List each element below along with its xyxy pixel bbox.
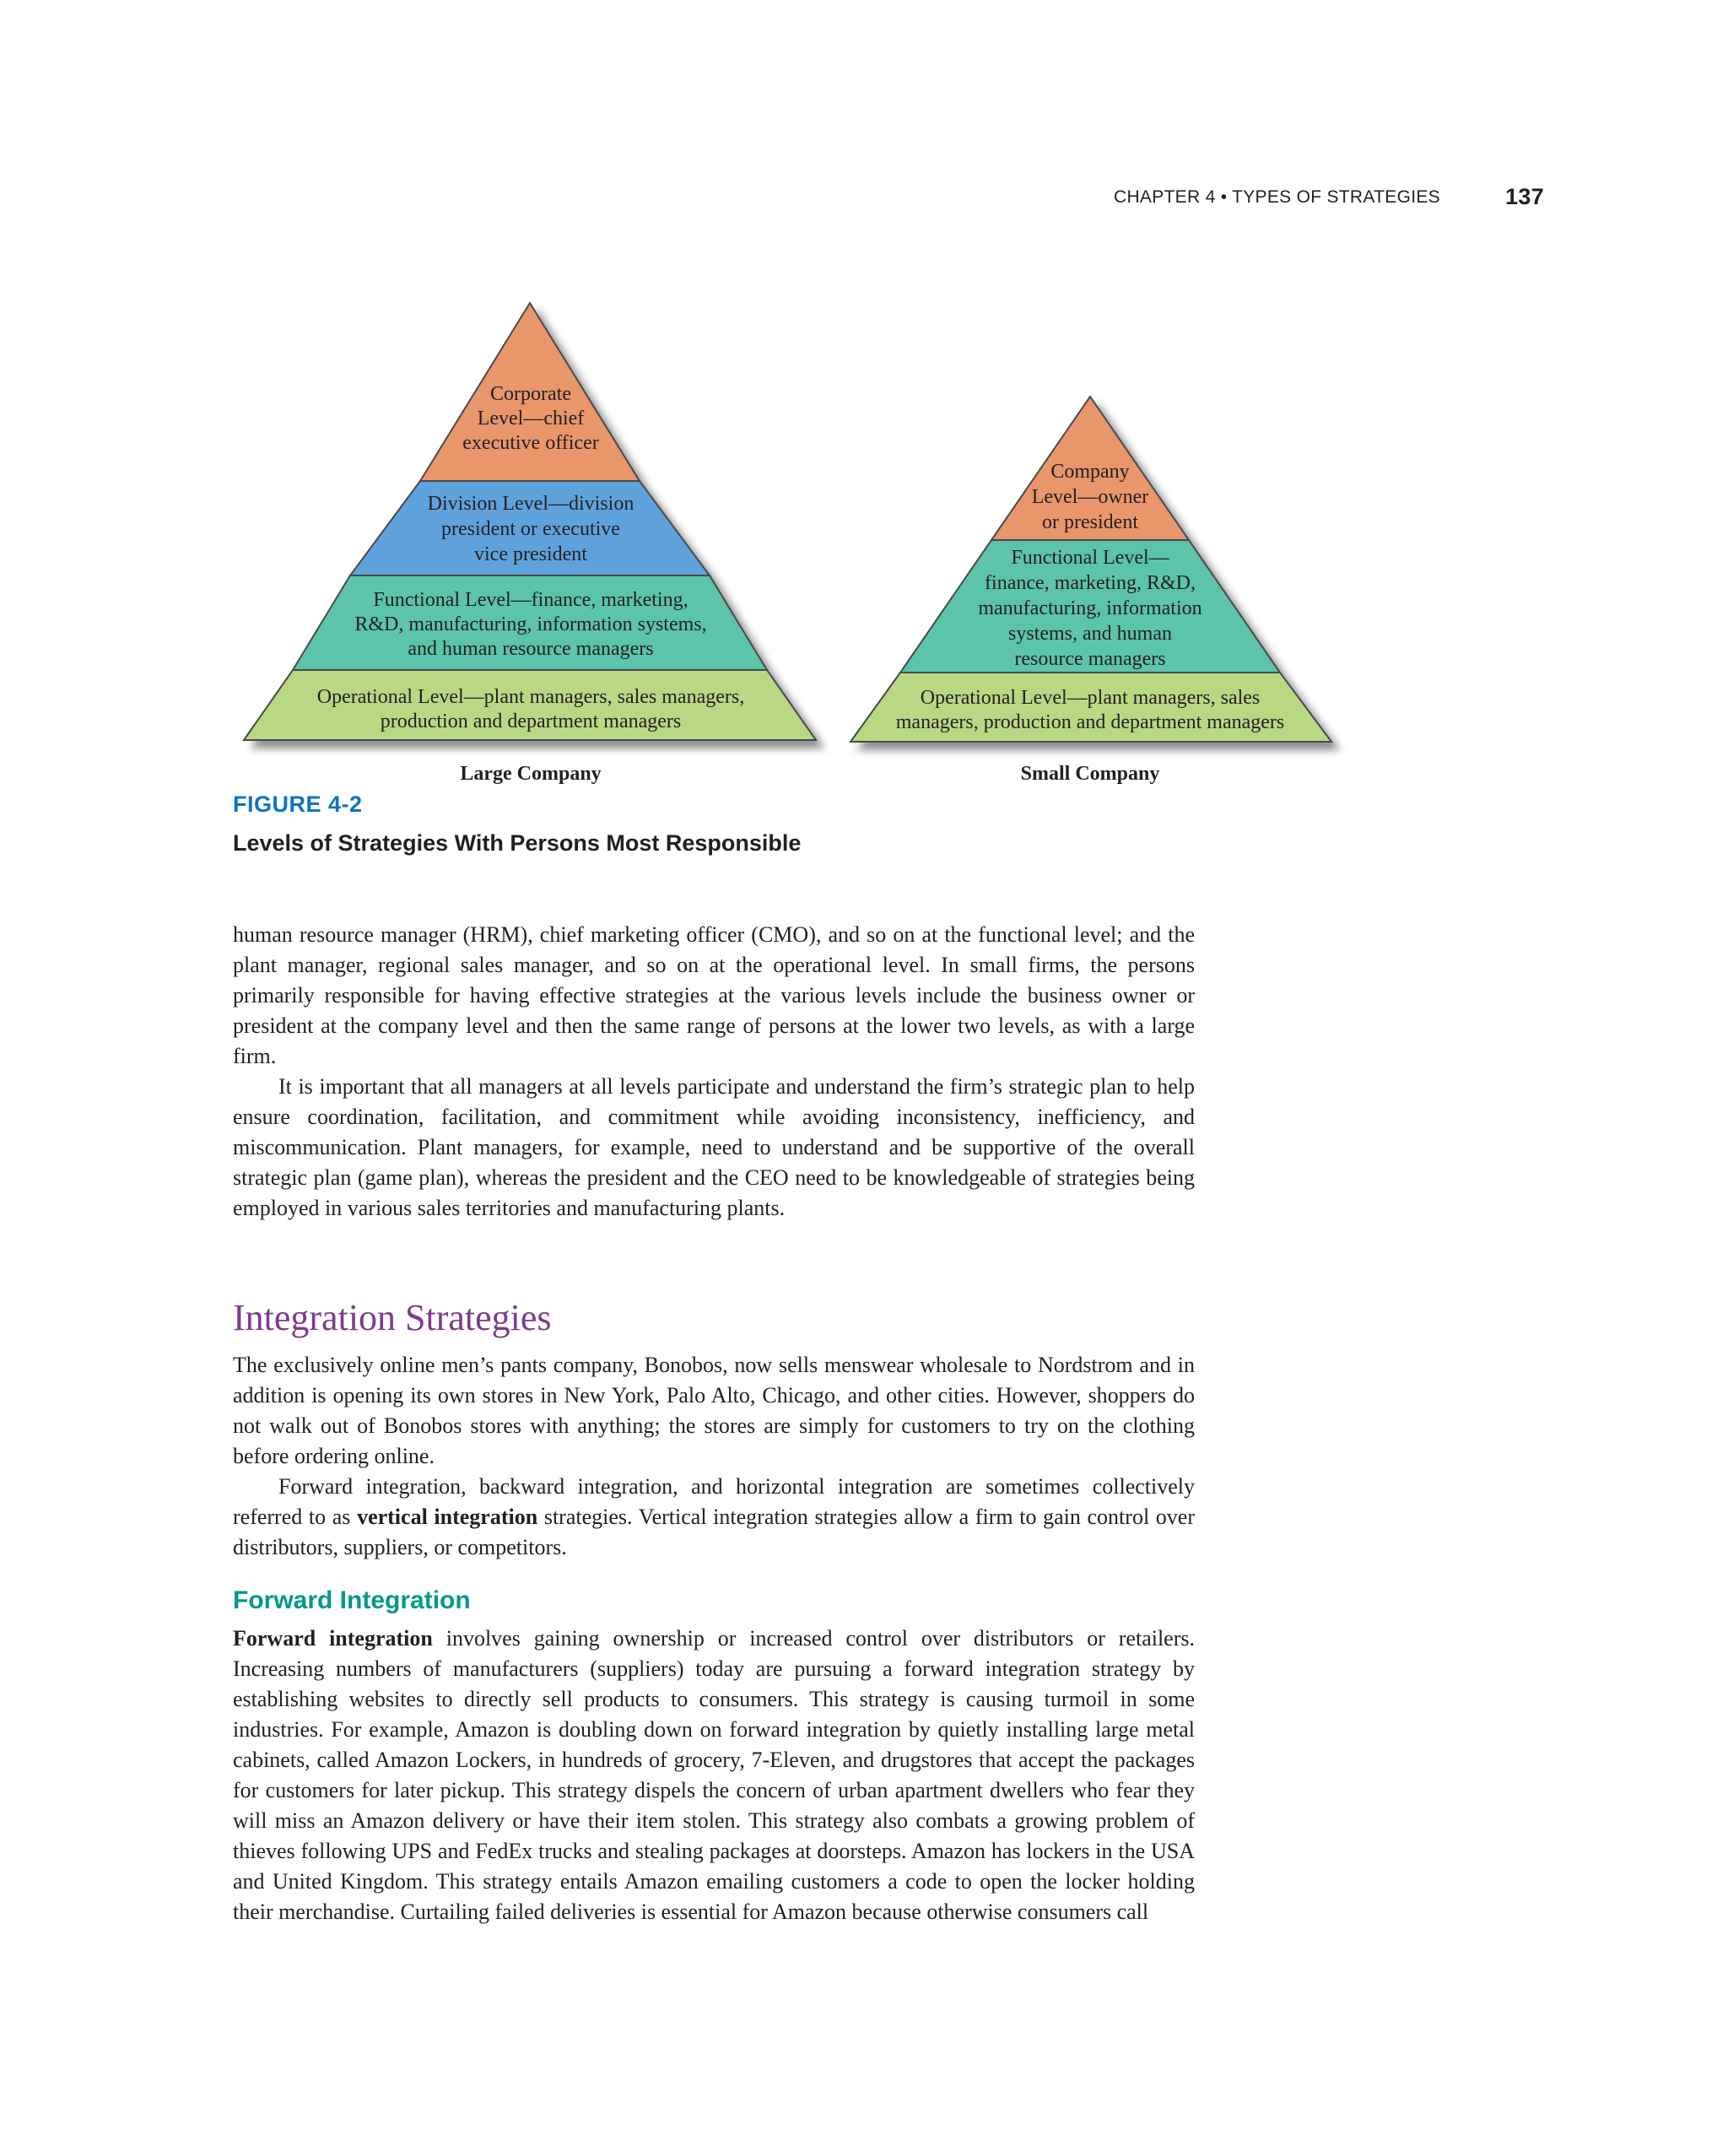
paragraph: human resource manager (HRM), chief marketing officer (CMO), and so on at the functional level; and the plant manager, regional sales manager, and so on at the operational level. In small firms, the persons primarily responsible for having effective strategies at the various levels include the business owner or president at the company level and then the same range of persons at the lower two levels, as with a large firm. bbox=[233, 922, 1195, 1068]
paragraph-text: involves gaining ownership or increased control over distributors or retailers. Increasing numbers of manufacturers (suppliers) today are pursuing a forward integration strategy by establishing websites to directly sell products to consumers. This strategy is causing turmoil in some industries. For example, Amazon is doubling down on forward integration by quietly installing large metal cabinets, called Amazon Lockers, in hundreds of grocery, 7-Eleven, and drugstores that accept the packages for customers for later pickup. This strategy dispels the concern of urban apartment dwellers who fear they will miss an Amazon delivery or have their item stolen. This strategy also combats a growing problem of thieves following UPS and FedEx trucks and stealing packages at doorsteps. Amazon has lockers in the USA and United Kingdom. This strategy entails Amazon emailing customers a code to open the locker holding their merchandise. Curtailing failed deliveries is essential for Amazon because otherwise consumers call bbox=[233, 1626, 1195, 1924]
large-functional-level-text: Functional Level—finance, marketing, R&D, manufacturing, information systems, and human resource managers bbox=[354, 589, 707, 660]
levels-of-strategies-figure bbox=[0, 0, 1728, 810]
small-operational-level-text: Operational Level—plant managers, sales managers, production and department managers bbox=[895, 687, 1285, 733]
section-heading: Integration Strategies bbox=[233, 1297, 552, 1338]
figure-caption: Levels of Strategies With Persons Most Responsible bbox=[233, 830, 802, 856]
section-body bbox=[233, 1350, 1195, 1563]
paragraph-text: strategies. Vertical integration strategies allow a firm to gain control over distributors, suppliers, or competitors. bbox=[233, 1505, 1196, 1559]
running-head-text: CHAPTER 4 • TYPES OF STRATEGIES bbox=[1114, 187, 1440, 207]
subsection-heading: Forward Integration bbox=[233, 1586, 471, 1614]
small-company-level-text: Company Level—owner or president bbox=[1031, 461, 1149, 533]
large-operational-level-text: Operational Level—plant managers, sales managers, production and department managers bbox=[316, 686, 745, 732]
small-company-label: Small Company bbox=[1020, 763, 1160, 785]
paragraph: It is important that all managers at all levels participate and understand the firm’s strategic plan to help ensure coordination, facilitation, and commitment while avoiding inconsistency, inefficiency, and miscommunication. Plant managers, for example, need to understand and be supportive of the overall strategic plan (game plan), whereas the president and the CEO need to be knowledgeable of strategies being employed in various sales territories and manufacturing plants. bbox=[233, 1074, 1195, 1220]
figure-number: FIGURE 4-2 bbox=[233, 792, 363, 817]
large-division-level-text: Division Level—division president or executive vice president bbox=[427, 493, 634, 565]
large-company-label: Large Company bbox=[460, 763, 602, 785]
key-term: Forward integration bbox=[233, 1626, 433, 1651]
body-text-top bbox=[233, 920, 1195, 1224]
page-number: 137 bbox=[1505, 184, 1544, 209]
paragraph bbox=[233, 1624, 1195, 1927]
key-term: vertical integration bbox=[357, 1505, 538, 1529]
large-corporate-level-text: Corporate Level—chief executive officer bbox=[462, 383, 599, 454]
paragraph: The exclusively online men’s pants company, Bonobos, now sells menswear wholesale to Nordstrom and in addition is opening its own stores in New York, Palo Alto, Chicago, and other cities. However, shoppers do not walk out of Bonobos stores with anything; the stores are simply for customers to try on the clothing before ordering online. bbox=[233, 1353, 1195, 1468]
small-functional-level-text: Functional Level— finance, marketing, R&D, manufacturing, information systems, and human resource managers bbox=[978, 547, 1202, 670]
subsection-body bbox=[233, 1624, 1195, 1927]
paragraph bbox=[233, 1472, 1195, 1563]
paragraph-text: Forward integration, backward integration, and horizontal integration are sometimes collectively referred to as bbox=[233, 1474, 1195, 1529]
